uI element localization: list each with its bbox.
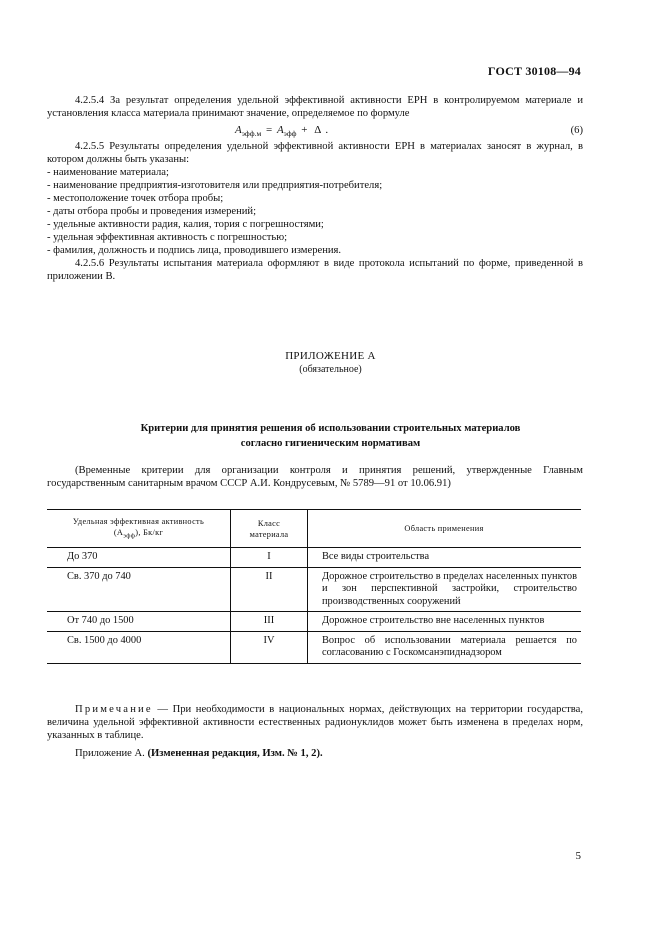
formula-lhs-subscript: эфф.м: [241, 129, 262, 139]
formula-end: .: [325, 124, 329, 136]
formula-equals: =: [265, 124, 273, 136]
note-label: Примечание: [75, 704, 153, 715]
criteria-heading-line-1: Критерии для принятия решения об использовании строительных материалов: [140, 423, 521, 434]
header-class: [231, 510, 308, 548]
header-activity-subscript: эфф: [123, 532, 136, 540]
criteria-table: [47, 509, 581, 664]
standard-code: ГОСТ 30108—94: [487, 64, 581, 78]
formula-rhs-subscript: эфф: [283, 129, 297, 139]
cell-activity: Св. 370 до 740: [47, 567, 231, 612]
formula-delta: Δ: [314, 124, 322, 136]
cell-scope: Дорожное строительство в пределах населенных пунктов и зон перспективной застройки, строительство производственных сооружений: [308, 567, 582, 612]
formula-6: [47, 122, 583, 139]
formula-number: (6): [570, 125, 583, 136]
header-activity-symbol: (A: [113, 527, 124, 537]
amendment-line: [75, 748, 323, 759]
paragraph-4-2-5-6: 4.2.5.6 Результаты испытания материала оформляют в виде протокола испытаний по форме, приведенной в приложении В.: [47, 258, 583, 282]
page-number: 5: [575, 850, 581, 862]
amendment-text: (Измененная редакция, Изм. № 1, 2).: [147, 748, 323, 759]
paragraph-4-2-5-4: 4.2.5.4 За результат определения удельной эффективной активности ЕРН в контролируемом материале и установления класса материала принимают значение, определяемое по формуле: [47, 95, 583, 119]
header-activity-line-1: Удельная эффективная активность: [72, 516, 205, 526]
header-activity-line-2: [50, 527, 227, 542]
amendment-prefix: Приложение А.: [75, 748, 145, 759]
header-activity: [47, 510, 231, 548]
cell-scope: Все виды строительства: [308, 548, 582, 568]
formula-expression: [235, 124, 330, 140]
formula-plus: +: [301, 124, 308, 136]
criteria-heading-line-2: согласно гигиеническим нормативам: [240, 438, 421, 449]
table-row: [47, 567, 581, 612]
list-item: - удельные активности радия, калия, тория с погрешностями;: [47, 219, 324, 230]
cell-scope: Дорожное строительство вне населенных пунктов: [308, 612, 582, 632]
cell-class: I: [231, 548, 308, 568]
list-item: - наименование предприятия-изготовителя или предприятия-потребителя;: [47, 180, 383, 191]
cell-scope: Вопрос об использовании материала решается по согласованию с Госкомсанэпиднадзором: [308, 631, 582, 663]
header-class-line-2: материала: [249, 529, 289, 539]
cell-activity: Св. 1500 до 4000: [47, 631, 231, 663]
cell-activity: От 740 до 1500: [47, 612, 231, 632]
cell-class: II: [231, 567, 308, 612]
list-item: - фамилия, должность и подпись лица, проводившего измерения.: [47, 245, 342, 256]
list-item: - местоположение точек отбора пробы;: [47, 193, 224, 204]
header-scope: Область применения: [308, 510, 582, 548]
list-item: - наименование материала;: [47, 167, 169, 178]
table-row: [47, 548, 581, 568]
header-activity-unit: ), Бк/кг: [135, 527, 164, 537]
paragraph-4-2-5-5: 4.2.5.5 Результаты определения удельной эффективной активности ЕРН в материалах заносят в журнал, в котором должны быть указаны:: [47, 141, 583, 165]
header-class-line-1: Класс: [257, 518, 281, 528]
cell-activity: До 370: [47, 548, 231, 568]
note-text: — При необходимости в национальных нормах, действующих на территории государства, величина удельной эффективной активности естественных радионуклидов может быть изменена в пределах норм, указанных в таблице.: [47, 704, 583, 741]
formula-lhs-symbol: A: [235, 124, 242, 136]
table-row: [47, 631, 581, 663]
criteria-heading: [0, 421, 661, 451]
appendix-subtitle: (обязательное): [299, 364, 362, 375]
table-header-row: [47, 510, 581, 548]
temporary-criteria-note: (Временные критерии для организации контроля и принятия решений, утвержденные Главным государственным санитарным врачом СССР А.И. Кондрусевым, № 5789—91 от 10.06.91): [47, 465, 583, 489]
list-item: - даты отбора пробы и проведения измерений;: [47, 206, 257, 217]
cell-class: III: [231, 612, 308, 632]
table-row: [47, 612, 581, 632]
cell-class: IV: [231, 631, 308, 663]
formula-rhs-symbol: A: [276, 124, 284, 136]
section-4-2-5: [47, 94, 583, 283]
journal-items-list: [47, 166, 583, 257]
table-note: [47, 703, 583, 742]
list-item: - удельная эффективная активность с погрешностью;: [47, 232, 288, 243]
appendix-title: ПРИЛОЖЕНИЕ А: [285, 350, 376, 362]
